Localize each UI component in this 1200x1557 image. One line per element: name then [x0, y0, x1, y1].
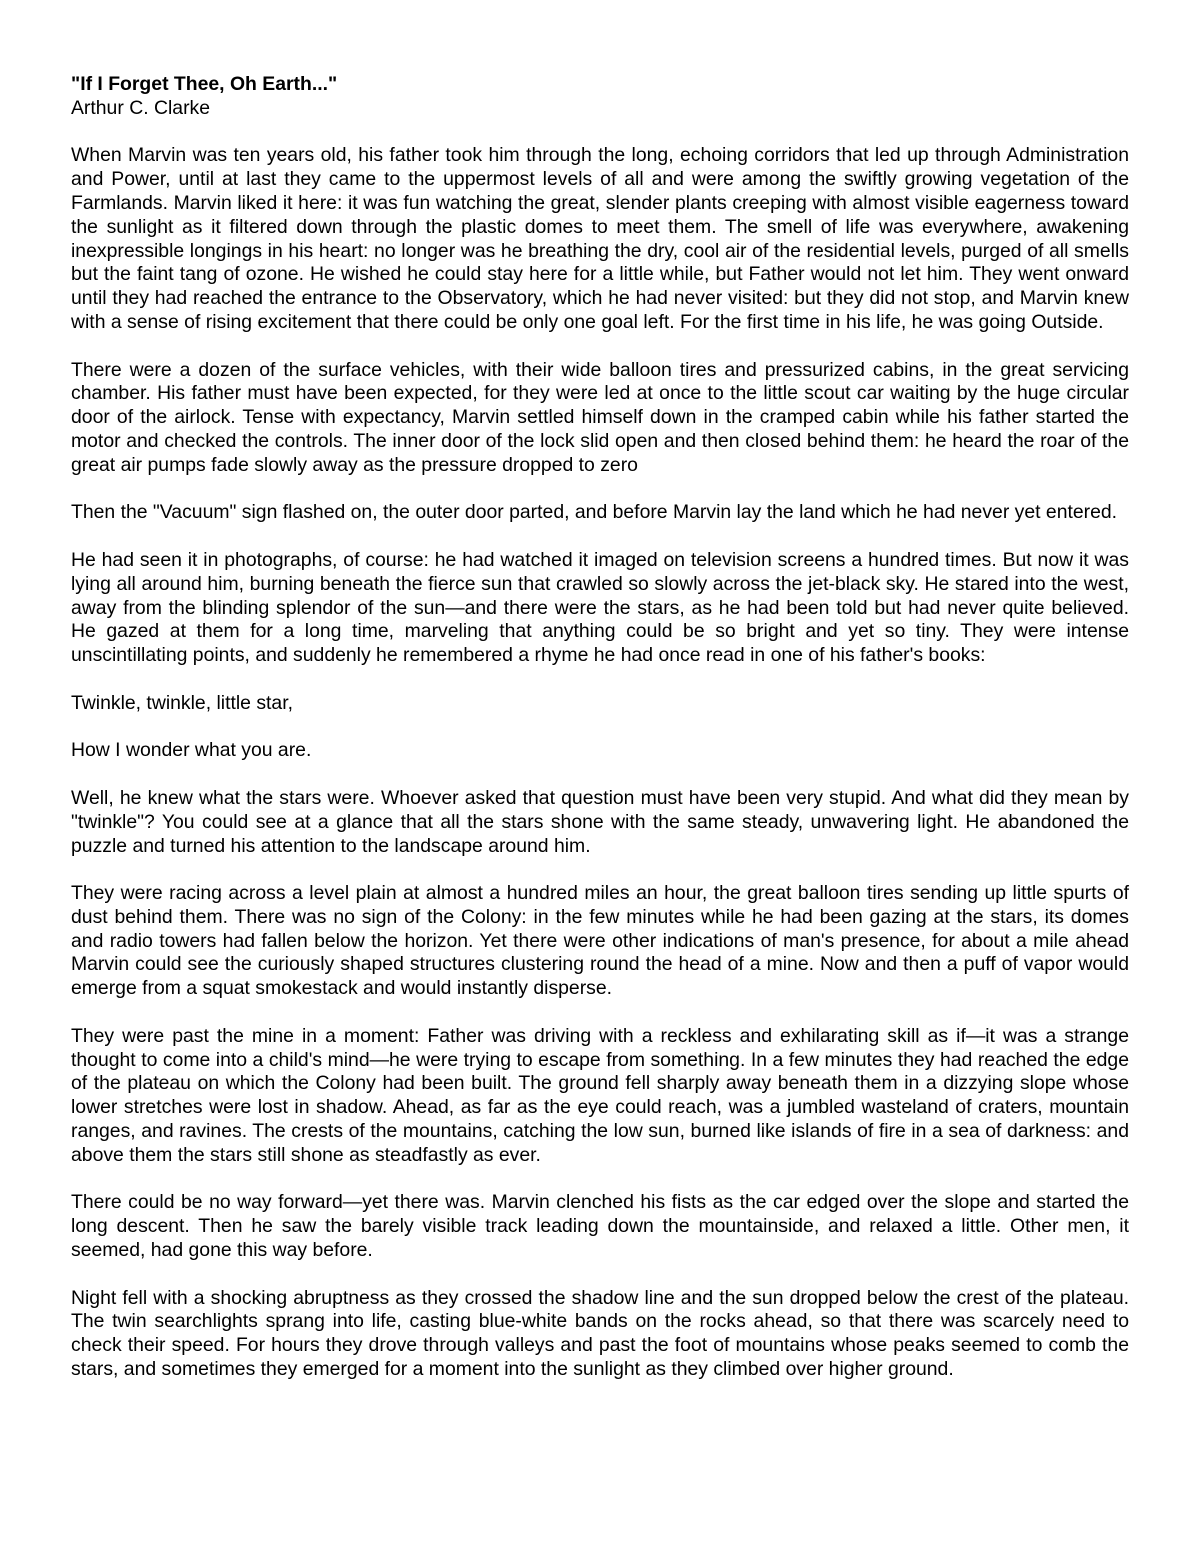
- verse-line: Twinkle, twinkle, little star,: [71, 691, 293, 714]
- document-page: [71, 73, 1129, 1382]
- paragraph: There could be no way forward—yet there was. Marvin clenched his fists as the car edged over the slope and started the long descent. Then he saw the barely visible track leading down the mountainside, and relaxed a little. Other men, it seemed, had gone this way before.: [71, 1191, 1129, 1262]
- paragraph: There were a dozen of the surface vehicles, with their wide balloon tires and pressurized cabins, in the great servicing chamber. His father must have been expected, for they were led at once to the little scout car waiting by the huge circular door of the airlock. Tense with expectancy, Marvin settled himself down in the cramped cabin while his father started the motor and checked the controls. The inner door of the lock slid open and then closed behind them: he heard the roar of the great air pumps fade slowly away as the pressure dropped to zero: [71, 358, 1129, 476]
- paragraph: He had seen it in photographs, of course: he had watched it imaged on television screens a hundred times. But now it was lying all around him, burning beneath the fierce sun that crawled so slowly across the jet-black sky. He stared into the west, away from the blinding splendor of the sun—and there were the stars, as he had been told but had never quite believed. He gazed at them for a long time, marveling that anything could be so bright and yet so tiny. They were intense unscintillating points, and suddenly he remembered a rhyme he had once read in one of his father's books:: [71, 548, 1129, 667]
- paragraph: When Marvin was ten years old, his father took him through the long, echoing corridors that led up through Administration and Power, until at last they came to the uppermost levels of all and were among the swiftly growing vegetation of the Farmlands. Marvin liked it here: it was fun watching the great, slender plants creeping with almost visible eagerness toward the sunlight as it filtered down through the plastic domes to meet them. The smell of life was everywhere, awakening inexpressible longings in his heart: no longer was he breathing the dry, cool air of the residential levels, purged of all smells but the faint tang of ozone. He wished he could stay here for a little while, but Father would not let him. They went onward until they had reached the entrance to the Observatory, which he had never visited: but they did not stop, and Marvin knew with a sense of rising excitement that there could be only one goal left. For the first time in his life, he was going Outside.: [71, 144, 1129, 333]
- paragraph: They were racing across a level plain at almost a hundred miles an hour, the great balloon tires sending up little spurts of dust behind them. There was no sign of the Colony: in the few minutes while he had been gazing at the stars, its domes and radio towers had fallen below the horizon. Yet there were other indications of man's presence, for about a mile ahead Marvin could see the curiously shaped structures clustering round the head of a mine. Now and then a puff of vapor would emerge from a squat smokestack and would instantly disperse.: [71, 882, 1129, 1000]
- paragraph: Night fell with a shocking abruptness as they crossed the shadow line and the sun dropped below the crest of the plateau. The twin searchlights sprang into life, casting blue-white bands on the rocks ahead, so that there was scarcely need to check their speed. For hours they drove through valleys and past the foot of mountains whose peaks seemed to comb the stars, and sometimes they emerged for a moment into the sunlight as they climbed over higher ground.: [71, 1286, 1129, 1381]
- paragraph: Well, he knew what the stars were. Whoever asked that question must have been very stupid. And what did they mean by "twinkle"? You could see at a glance that all the stars shone with the same steady, unwavering light. He abandoned the puzzle and turned his attention to the landscape around him.: [71, 786, 1129, 857]
- document-title: "If I Forget Thee, Oh Earth...": [71, 73, 338, 95]
- verse-line: How I wonder what you are.: [71, 739, 312, 762]
- document-author: Arthur C. Clarke: [71, 96, 211, 119]
- paragraph: Then the "Vacuum" sign flashed on, the outer door parted, and before Marvin lay the land which he had never yet entered.: [71, 501, 1118, 524]
- paragraph: They were past the mine in a moment: Father was driving with a reckless and exhilarating skill as if—it was a strange thought to come into a child's mind—he were trying to escape from something. In a few minutes they had reached the edge of the plateau on which the Colony had been built. The ground fell sharply away beneath them in a dizzying slope whose lower stretches were lost in shadow. Ahead, as far as the eye could reach, was a jumbled wasteland of craters, mountain ranges, and ravines. The crests of the mountains, catching the low sun, burned like islands of fire in a sea of darkness: and above them the stars still shone as steadfastly as ever.: [71, 1024, 1129, 1166]
